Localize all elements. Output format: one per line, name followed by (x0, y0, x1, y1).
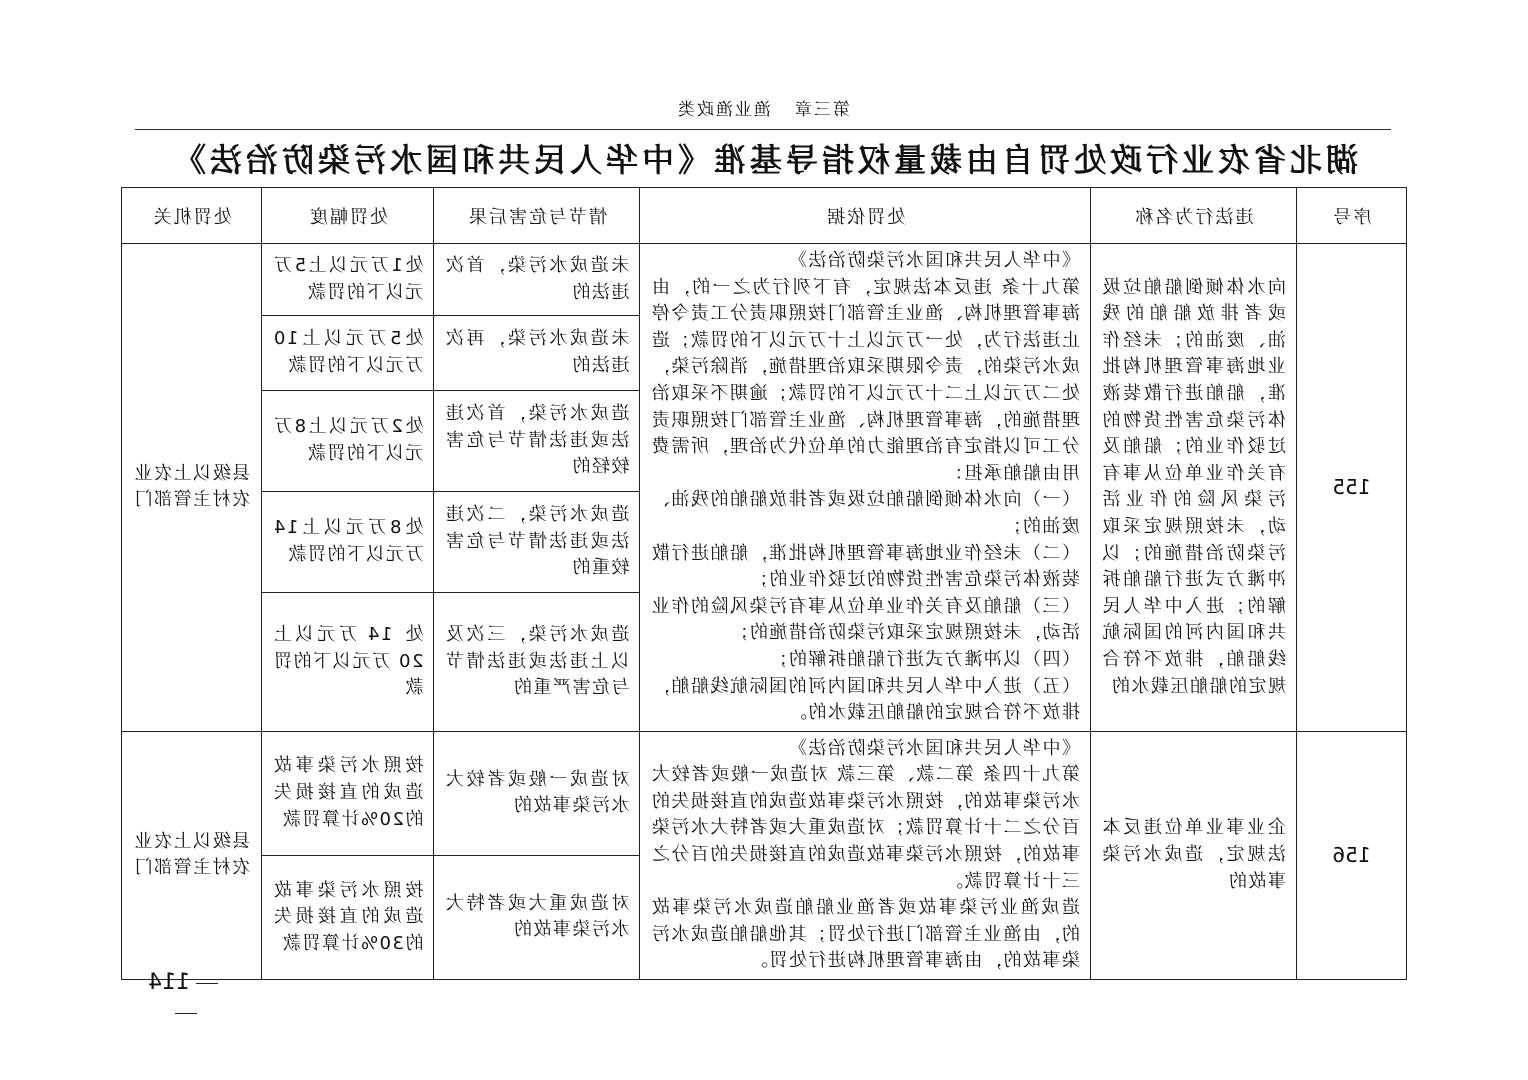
range-cell: 处2万元以上8万元以下的罚款 (262, 390, 434, 491)
header-name: 违法行为名称 (1091, 188, 1297, 244)
header-basis: 处罚依据 (640, 188, 1091, 244)
basis-paragraph: 造成渔业污染事故或者渔业船舶造成水污染事故的，由渔业主管部门进行处罚；其他船舶造成水污染事故的，由海事管理机构进行处罚。 (650, 897, 1081, 972)
circumstance-cell: 造成水污染，首次违法或违法情节与危害较轻的 (434, 390, 640, 491)
circumstance-cell: 造成水污染，三次及以上违法或违法情节与危害严重的 (434, 593, 640, 731)
item-number: 155 (1297, 244, 1407, 732)
dash-right (175, 1013, 197, 1014)
violation-name: 向水体倾倒船舶垃圾或者排放船舶的残油、废油的；未经作业地海事管理机构批准，船舶进行散装液体污染危害性货物的过驳作业的；船舶及有关作业单位从事有污染风险的作业活动，未按照规定采取污染防治措施的；以冲滩方式进行船舶拆解的；进入中华人民共和国内河的国际航线船舶，排放不符合规定的船舶压载水的 (1091, 244, 1297, 732)
range-cell: 按照水污染事故造成的直接损失的20%计算罚款 (262, 731, 434, 855)
basis-paragraph: （二）未经作业地海事管理机构批准，船舶进行散装液体污染危害性货物的过驳作业的； (650, 542, 1081, 591)
range-cell: 处1万元以上5万元以下的罚款 (262, 244, 434, 316)
item-number: 156 (1297, 731, 1407, 979)
chapter-label: 第三章 (793, 100, 850, 120)
penalty-basis (640, 731, 1091, 979)
penalty-basis (640, 244, 1091, 732)
range-cell: 处8万元以上14万元以下的罚款 (262, 491, 434, 592)
page-title: 湖北省农业行政处罚自由裁量权指导基准《中华人民共和国水污染防治法》 (170, 141, 1359, 179)
circumstance-cell: 对造成一般或者较大水污染事故的 (434, 731, 640, 855)
basis-paragraph: （五）进入中华人民共和国内河的国际航线船舶，排放不符合规定的船舶压载水的。 (650, 675, 1081, 724)
table-row (122, 731, 1407, 855)
basis-paragraph: 第九十条 违反本法规定，有下列行为之一的，由海事管理机构、渔业主管部门按照职责分工责令停止违法行为，处一万元以上十万元以下的罚款；造成水污染的，责令限期采取治理措施，消除污染，处二万元以上二十万元以下的罚款；逾期不采取治理措施的，海事管理机构、渔业主管部门按照职责分工可以指定有治理能力的单位代为治理，所需费用由船舶承担： (650, 276, 1081, 484)
circumstance-cell: 对造成重大或者特大水污染事故的 (434, 855, 640, 979)
authority-cell: 县级以上农业农村主管部门 (122, 244, 262, 732)
header-authority: 处罚机关 (122, 188, 262, 244)
circumstance-cell: 未造成水污染，首次违法的 (434, 244, 640, 316)
penalty-table (121, 187, 1407, 980)
header-no: 序号 (1297, 188, 1407, 244)
basis-paragraph: （四）以冲滩方式进行船舶拆解的； (768, 648, 1081, 670)
basis-paragraph: （一）向水体倾倒船舶垃圾或者排放船舶的残油、废油的； (650, 489, 1081, 537)
header-range: 处罚幅度 (262, 188, 434, 244)
table-header-row (122, 188, 1407, 244)
header-circumstance: 情节与危害后果 (434, 188, 640, 244)
range-cell: 处5万元以上10万元以下的罚款 (262, 316, 434, 390)
category-label: 渔业渔政类 (676, 100, 771, 120)
violation-name: 企业事业单位违反本法规定，造成水污染事故的 (1091, 731, 1297, 979)
page-number-text: 114 (148, 970, 190, 995)
dash-left (196, 983, 218, 984)
basis-paragraph: 《中华人民共和国水污染防治法》 (787, 250, 1081, 271)
table-row (122, 244, 1407, 316)
range-cell: 处 14 万元以上 20 万元以下的罚款 (262, 593, 434, 731)
running-head (135, 95, 1391, 130)
circumstance-cell: 造成水污染，二次违法或违法情节与危害较重的 (434, 491, 640, 592)
basis-paragraph: 第九十四条 第二款、第三款 对造成一般或者较大水污染事故的，按照水污染事故造成的直接损失的百分之二十计算罚款；对造成重大或者特大水污染事故的，按照水污染事故造成的直接损失的百分之三十计算罚款。 (650, 764, 1081, 892)
page-number (136, 968, 236, 998)
circumstance-cell: 未造成水污染，再次违法的 (434, 316, 640, 390)
basis-paragraph: （三）船舶及有关作业单位从事有污染风险的作业活动，未按照规定采取污染防治措施的； (650, 595, 1081, 644)
basis-paragraph: 《中华人民共和国水污染防治法》 (787, 737, 1081, 759)
range-cell: 按照水污染事故造成的直接损失的30%计算罚款 (262, 855, 434, 979)
authority-cell: 县级以上农业农村主管部门 (122, 731, 262, 979)
